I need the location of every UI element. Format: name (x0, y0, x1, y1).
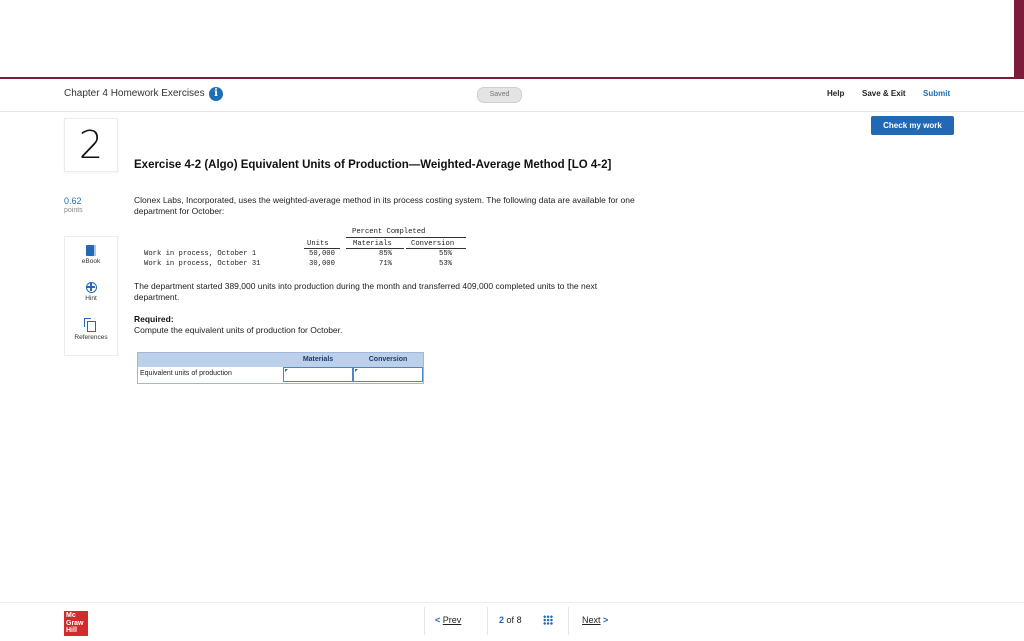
prev-label: Prev (442, 615, 462, 625)
submit-link[interactable]: Submit (923, 89, 951, 98)
footer-divider (424, 607, 425, 635)
conversion-header-rule (406, 248, 466, 249)
mcgraw-hill-logo: Mc Graw Hill (64, 611, 88, 636)
prev-button[interactable] (435, 615, 461, 625)
row1-label: Work in process, October 1 (144, 250, 257, 258)
answer-table-header (138, 353, 423, 367)
row2-units: 30,000 (309, 260, 335, 268)
answer-row-label: Equivalent units of production (140, 370, 232, 377)
saved-status-badge: Saved (477, 87, 522, 103)
conversion-input[interactable] (353, 367, 423, 382)
answer-col-materials: Materials (302, 356, 334, 363)
hint-tool[interactable] (65, 282, 117, 302)
book-icon (86, 245, 96, 256)
chevron-right-icon: > (603, 615, 609, 625)
col-units-header: Units (307, 240, 329, 248)
row2-conversion: 53% (439, 260, 452, 268)
row1-units: 50,000 (309, 250, 335, 258)
exercise-title: Exercise 4-2 (Algo) Equivalent Units of Production—Weighted-Average Method [LO 4-2] (134, 159, 612, 171)
footer-divider (568, 607, 569, 635)
points-label: points (64, 207, 83, 214)
hint-icon (86, 282, 97, 293)
ebook-label: eBook (81, 258, 101, 265)
row2-materials: 71% (379, 260, 392, 268)
top-banner (0, 0, 1024, 77)
question-number: 2 (64, 118, 118, 172)
intro-line-2: department for October: (134, 206, 225, 216)
row2-label: Work in process, October 31 (144, 260, 261, 268)
save-exit-link[interactable]: Save & Exit (862, 89, 906, 98)
resource-tools (64, 236, 118, 356)
percent-header-rule (346, 237, 466, 238)
current-page: 2 (499, 615, 505, 625)
after-line-2: department. (134, 292, 180, 302)
next-button[interactable] (582, 615, 608, 625)
hint-label: Hint (85, 295, 97, 302)
points-value: 0.62 (64, 196, 82, 206)
materials-input[interactable] (283, 367, 353, 382)
info-icon[interactable]: i (209, 87, 223, 101)
materials-header-rule (346, 248, 404, 249)
answer-col-conversion: Conversion (368, 356, 408, 363)
after-line-1: The department started 389,000 units into production during the month and transferred 409,000 completed units to the next (134, 281, 598, 291)
units-header-rule (304, 248, 340, 249)
ebook-tool[interactable] (65, 245, 117, 265)
chevron-left-icon: < (435, 615, 441, 625)
references-label: References (74, 334, 108, 341)
total-pages: 8 (516, 615, 522, 625)
references-icon (87, 321, 96, 332)
intro-line-1: Clonex Labs, Incorporated, uses the weighted-average method in its process costing system. The following data are available for one (134, 195, 635, 205)
of-label: of (506, 615, 515, 625)
grid-icon[interactable] (543, 615, 553, 625)
page-indicator (499, 615, 522, 625)
row1-conversion: 55% (439, 250, 452, 258)
brand-accent (1014, 0, 1024, 77)
next-label: Next (582, 615, 601, 625)
footer-divider (487, 607, 488, 635)
percent-completed-header: Percent Completed (352, 228, 426, 236)
row1-materials: 85% (379, 250, 392, 258)
references-tool[interactable] (65, 321, 117, 341)
assignment-title: Chapter 4 Homework Exercises (64, 88, 205, 99)
check-my-work-button[interactable]: Check my work (871, 116, 954, 135)
answer-table (137, 352, 424, 384)
required-label: Required: (134, 314, 174, 324)
col-materials-header: Materials (353, 240, 392, 248)
col-conversion-header: Conversion (411, 240, 455, 248)
help-link[interactable]: Help (827, 89, 845, 98)
required-text: Compute the equivalent units of production for October. (134, 325, 343, 335)
